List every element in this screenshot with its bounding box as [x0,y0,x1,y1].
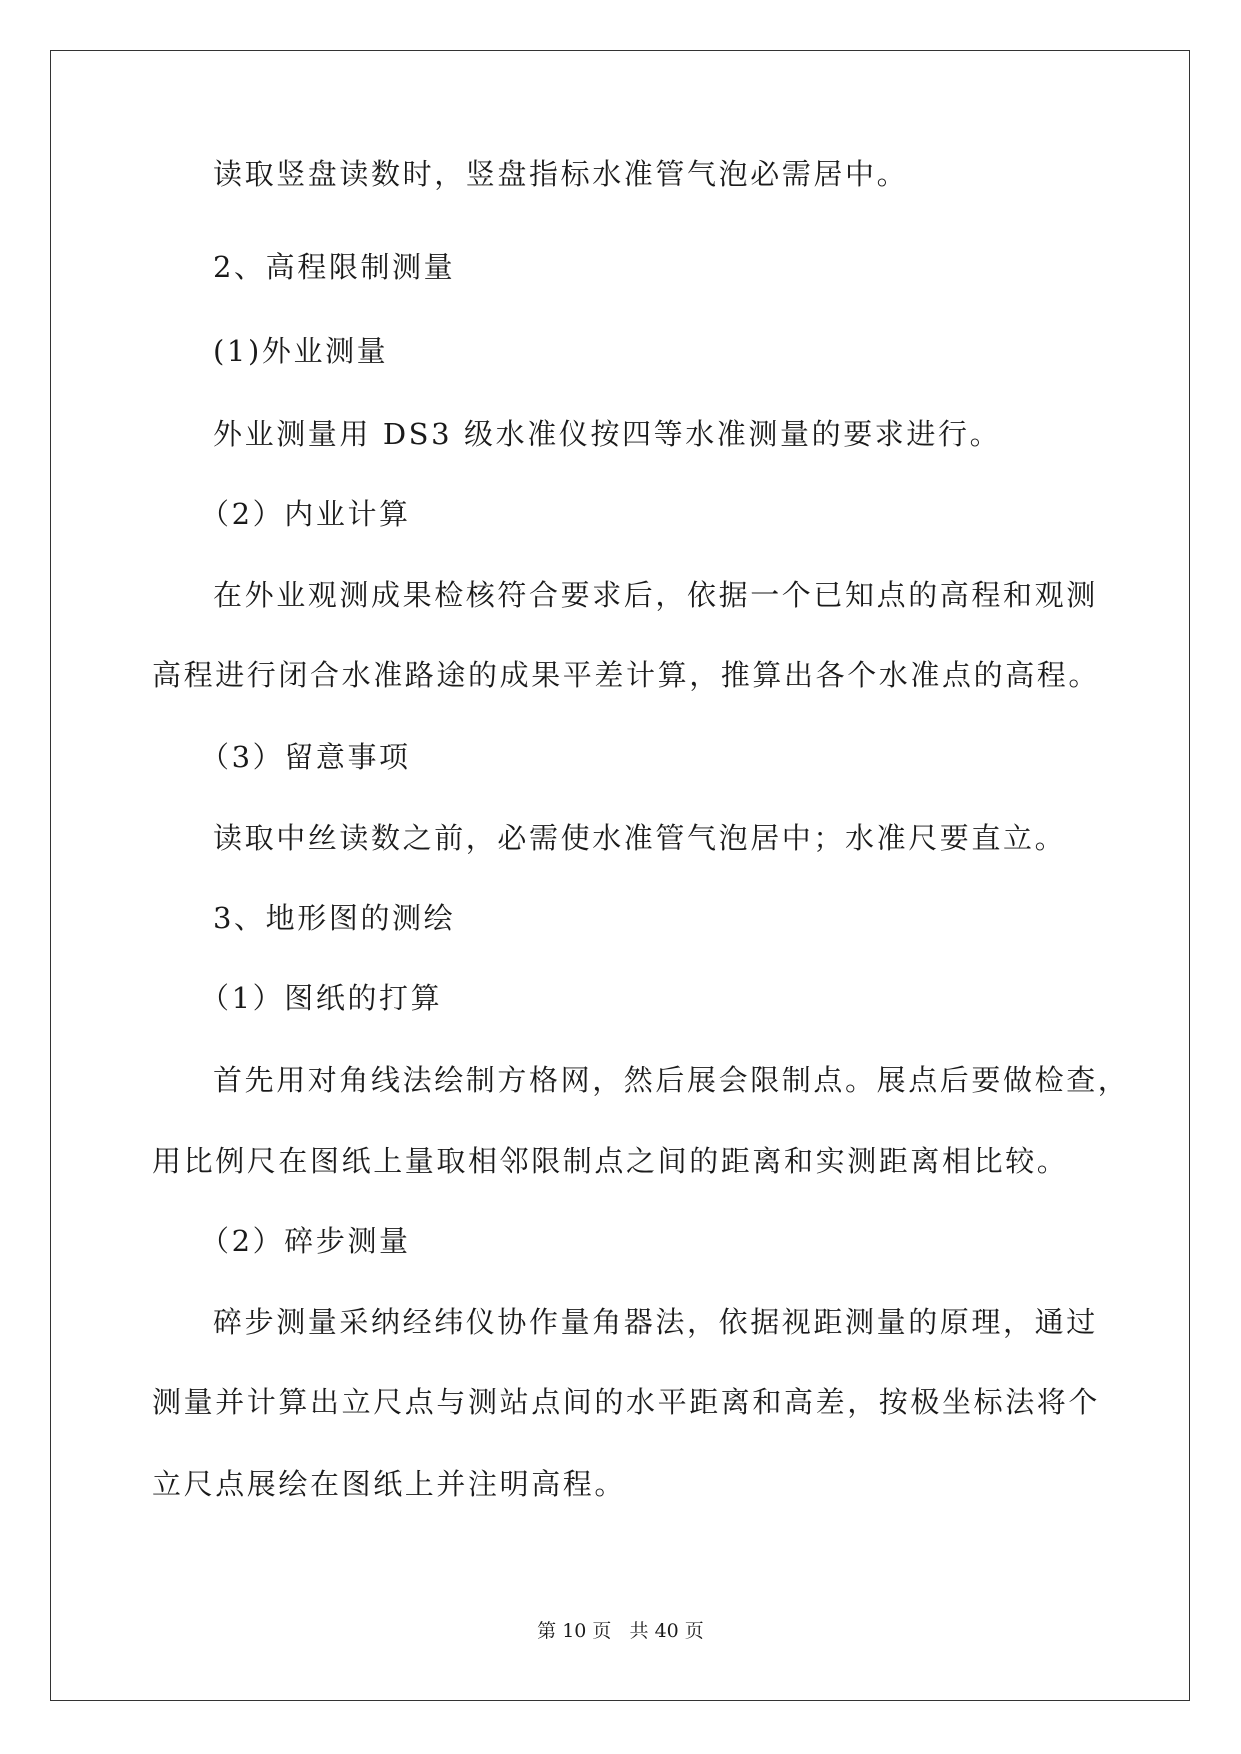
section-heading: 3、地形图的测绘 [213,901,456,935]
page-number-footer: 第 10 页 共 40 页 [537,1620,704,1642]
paragraph-line: 外业测量用 DS3 级水准仪按四等水准测量的要求进行。 [213,417,1002,451]
subsection-heading: （2）内业计算 [200,497,411,531]
subsection-heading: (1)外业测量 [213,334,389,368]
paragraph-line: 读取竖盘读数时，竖盘指标水准管气泡必需居中。 [213,157,909,191]
subsection-heading: （2）碎步测量 [200,1224,411,1258]
paragraph-line: 读取中丝读数之前，必需使水准管气泡居中；水准尺要直立。 [213,821,1067,855]
subsection-heading: （1）图纸的打算 [200,981,443,1015]
paragraph-line: 首先用对角线法绘制方格网，然后展会限制点。展点后要做检查， [213,1063,1130,1097]
subsection-heading: （3）留意事项 [200,740,411,774]
paragraph-line: 立尺点展绘在图纸上并注明高程。 [152,1467,627,1501]
section-heading: 2、高程限制测量 [213,250,456,284]
page-border [50,50,1190,1701]
paragraph-line: 用比例尺在图纸上量取相邻限制点之间的距离和实测距离相比较。 [152,1144,1069,1178]
paragraph-line: 碎步测量采纳经纬仪协作量角器法，依据视距测量的原理，通过 [213,1305,1098,1339]
paragraph-line: 高程进行闭合水准路途的成果平差计算，推算出各个水准点的高程。 [152,658,1101,692]
paragraph-line: 测量并计算出立尺点与测站点间的水平距离和高差，按极坐标法将个 [152,1385,1101,1419]
paragraph-line: 在外业观测成果检核符合要求后，依据一个已知点的高程和观测 [213,578,1098,612]
